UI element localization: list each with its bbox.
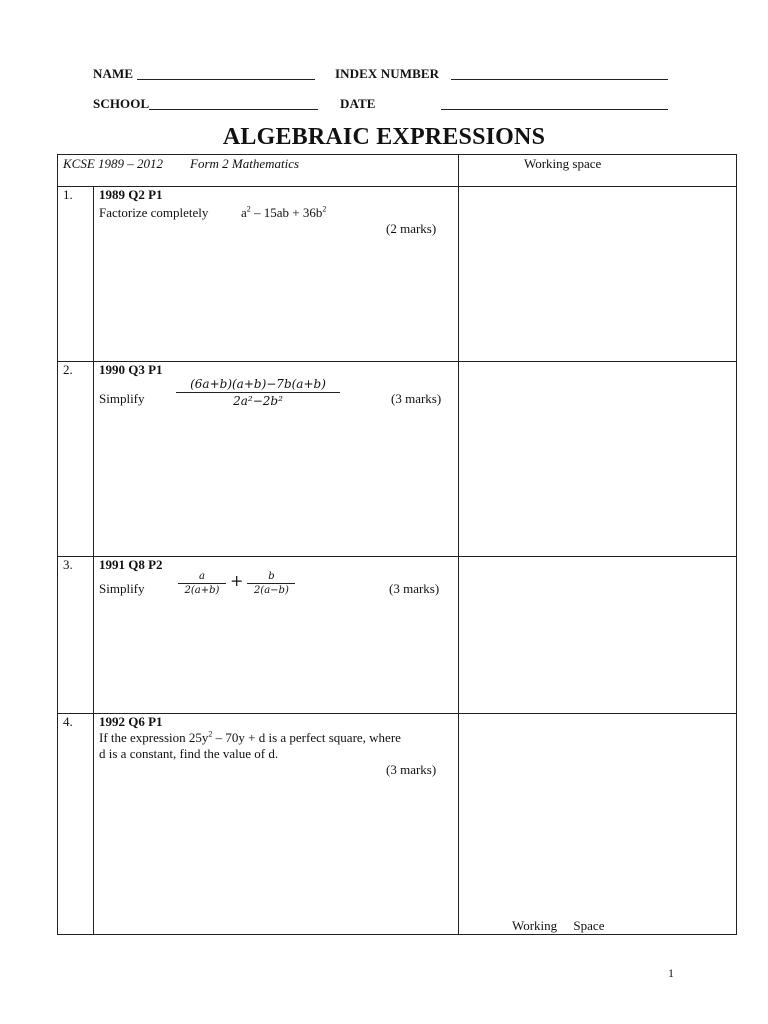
question-number: 1. xyxy=(63,187,73,202)
number-column-divider xyxy=(93,186,94,934)
question-ref: 1990 Q3 P1 xyxy=(99,362,163,377)
question-text-line: d is a constant, find the value of d. xyxy=(99,746,279,761)
denominator: 2(a−b) xyxy=(253,585,289,596)
index-number-line[interactable] xyxy=(451,79,668,80)
expr-rest: – 15ab + 36b xyxy=(250,205,323,220)
question-prompt: Simplify xyxy=(99,391,145,406)
question-marks: (3 marks) xyxy=(391,391,442,406)
name-label: NAME xyxy=(93,66,134,81)
question-number: 3. xyxy=(63,557,73,572)
numerator: a xyxy=(178,571,226,584)
working-space-label: Working Space xyxy=(512,918,605,933)
working-space-header: Working space xyxy=(524,156,602,171)
text-part: – 70y + d is a perfect square, where xyxy=(212,730,401,745)
page-number: 1 xyxy=(668,966,674,980)
school-label: SCHOOL xyxy=(93,96,150,111)
denominator: 2a²−2b² xyxy=(233,394,283,408)
question-prompt: Simplify xyxy=(99,581,145,596)
question-ref: 1992 Q6 P1 xyxy=(99,714,163,729)
question-number: 4. xyxy=(63,714,73,729)
subject-label: Form 2 Mathematics xyxy=(190,156,300,171)
table-border-top xyxy=(57,154,737,155)
question-number: 2. xyxy=(63,362,73,377)
table-border-bottom xyxy=(57,934,737,935)
question-marks: (3 marks) xyxy=(389,581,440,596)
page-title: ALGEBRAIC EXPRESSIONS xyxy=(222,124,546,150)
date-label: DATE xyxy=(340,96,376,111)
text-part: If the expression 25y xyxy=(99,730,209,745)
question-ref: 1989 Q2 P1 xyxy=(99,187,163,202)
question-marks: (3 marks) xyxy=(386,762,437,777)
numerator: (6a+b)(a+b)−7b(a+b) xyxy=(176,377,340,393)
fraction xyxy=(178,571,226,596)
date-line[interactable] xyxy=(441,109,668,110)
question-expression xyxy=(241,205,326,221)
fraction xyxy=(247,571,295,596)
fraction xyxy=(176,377,340,408)
working-column-divider xyxy=(458,154,459,934)
sum-expression xyxy=(178,571,295,596)
fraction-expression xyxy=(176,377,340,408)
table-border-left xyxy=(57,154,58,934)
numerator: b xyxy=(247,571,295,584)
denominator: 2(a+b) xyxy=(184,585,220,596)
table-border-right xyxy=(736,154,737,934)
question-prompt: Factorize completely xyxy=(99,205,209,220)
exponent: 2 xyxy=(246,204,251,214)
exponent: 2 xyxy=(322,204,327,214)
name-line[interactable] xyxy=(137,79,315,80)
question-marks: (2 marks) xyxy=(386,221,437,236)
source-label: KCSE 1989 – 2012 xyxy=(63,156,164,171)
exponent: 2 xyxy=(208,729,213,739)
question-ref: 1991 Q8 P2 xyxy=(99,557,163,572)
plus-sign: + xyxy=(230,571,244,590)
index-number-label: INDEX NUMBER xyxy=(335,66,440,81)
question-text-line xyxy=(99,730,401,746)
expr-a: a xyxy=(241,205,247,220)
school-line[interactable] xyxy=(149,109,318,110)
